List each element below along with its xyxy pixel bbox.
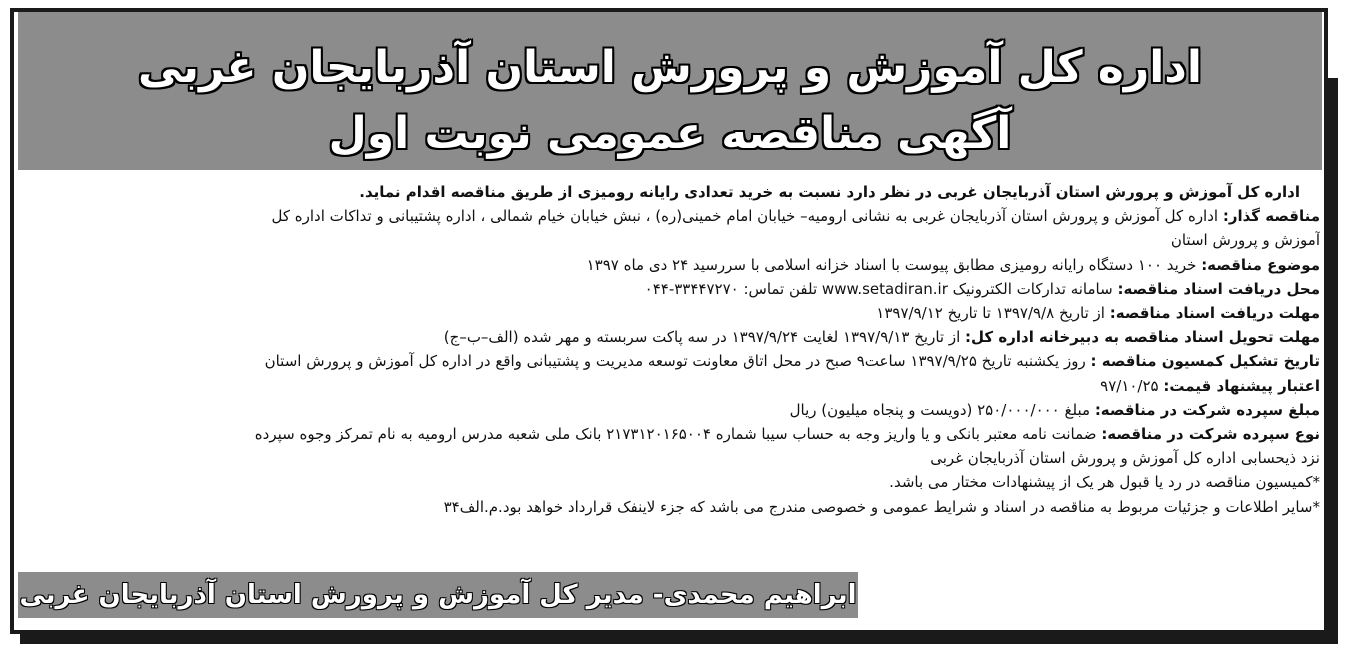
- tenderer-value-cont: آموزش و پرورش استان: [1170, 231, 1320, 250]
- commission-value: روز یکشنبه تاریخ ۱۳۹۷/۹/۲۵ ساعت۹ صبح در محل اتاق معاونت توسعه مدیریت و پشتیبانی واقع در اداره کل آموزش و پرورش استان: [264, 352, 1086, 371]
- docs-place-label: محل دریافت اسناد مناقصه:: [1117, 279, 1320, 298]
- deposit-amount-line: [30, 398, 1320, 422]
- docs-deadline-label: مهلت دریافت اسناد مناقصه:: [1109, 304, 1320, 323]
- subject-value: خرید ۱۰۰ دستگاه رایانه رومیزی مطابق پیوست با اسناد خزانه اسلامی با سررسید ۲۴ دی ماه ۱۳۹۷: [586, 255, 1197, 274]
- delivery-line: [30, 325, 1320, 349]
- deposit-type-value: ضمانت نامه معتبر بانکی و یا واریز وجه به حساب سیبا شماره ۲۱۷۳۱۲۰۱۶۵۰۰۴ بانک ملی شعبه مدرس ارومیه به نام تمرکز وجوه سپرده: [254, 425, 1097, 444]
- commission-line: [30, 349, 1320, 373]
- signature-text: ابراهیم محمدی- مدیر کل آموزش و پرورش استان آذربایجان غربی: [19, 580, 857, 610]
- commission-label: تاریخ تشکیل کمسیون مناقصه :: [1090, 352, 1320, 371]
- deposit-type-label: نوع سپرده شرکت در مناقصه:: [1101, 425, 1320, 444]
- deposit-type-line: [30, 422, 1320, 446]
- note-line-2: *سایر اطلاعات و جزئیات مربوط به مناقصه در اسناد و شرایط عمومی و خصوصی مندرج می باشد که جزء لاینفک قرارداد خواهد بود.م.الف۳۴: [443, 497, 1320, 516]
- deposit-amount-label: مبلغ سپرده شرکت در مناقصه:: [1094, 400, 1320, 419]
- deposit-amount-value: مبلغ ۲۵۰/۰۰۰/۰۰۰ (دویست و پنجاه میلیون) ریال: [789, 400, 1091, 419]
- tenderer-value: اداره کل آموزش و پرورش استان آذربایجان غربی به نشانی ارومیه– خیابان امام خمینی(ره) ، نبش خیابان خیام شمالی ، اداره پشتیبانی و تداکات اداره کل: [271, 207, 1219, 226]
- ad-title: اداره کل آموزش و پرورش استان آذربایجان غربی: [138, 42, 1202, 93]
- docs-place-value: سامانه تدارکات الکترونیک www.setadiran.ir تلفن تماس: ۳۳۴۴۷۲۷۰-۰۴۴: [644, 279, 1113, 298]
- subject-label: موضوع مناقصه:: [1201, 255, 1320, 274]
- ad-subtitle: آگهی مناقصه عمومی نوبت اول: [328, 108, 1012, 159]
- intro-line: اداره کل آموزش و پرورش استان آذربایجان غربی در نظر دارد نسبت به خرید تعدادی رایانه رومیزی از طریق مناقصه اقدام نماید.: [359, 183, 1300, 201]
- tenderer-label: مناقصه گذار:: [1222, 207, 1320, 226]
- frame-shadow-right: [1328, 78, 1338, 644]
- deposit-type-value-cont: نزد ذیحسابی اداره کل آموزش و پرورش استان آذربایجان غربی: [930, 449, 1320, 468]
- ad-body: [30, 180, 1320, 519]
- validity-label: اعتبار پیشنهاد قیمت:: [1163, 376, 1320, 395]
- frame-shadow-bottom: [20, 634, 1338, 644]
- note-line-1: *کمیسیون مناقصه در رد یا قبول هر یک از پیشنهادات مختار می باشد.: [889, 473, 1320, 492]
- docs-place-line: [30, 277, 1320, 301]
- signature-banner: [18, 572, 858, 618]
- tenderer-line: [30, 204, 1320, 228]
- tenderer-line-cont: [30, 228, 1320, 252]
- validity-line: [30, 374, 1320, 398]
- docs-deadline-line: [30, 301, 1320, 325]
- delivery-value: از تاریخ ۱۳۹۷/۹/۱۳ لغایت ۱۳۹۷/۹/۲۴ در سه پاکت سربسته و مهر شده (الف–ب–ج): [443, 328, 961, 347]
- deposit-type-line-cont: [30, 446, 1320, 470]
- docs-deadline-value: از تاریخ ۱۳۹۷/۹/۸ تا تاریخ ۱۳۹۷/۹/۱۲: [876, 304, 1105, 323]
- header-banner: [18, 12, 1322, 170]
- subject-line: [30, 253, 1320, 277]
- validity-value: ۹۷/۱۰/۲۵: [1100, 376, 1159, 395]
- delivery-label: مهلت تحویل اسناد مناقصه به دبیرخانه اداره کل:: [965, 328, 1320, 347]
